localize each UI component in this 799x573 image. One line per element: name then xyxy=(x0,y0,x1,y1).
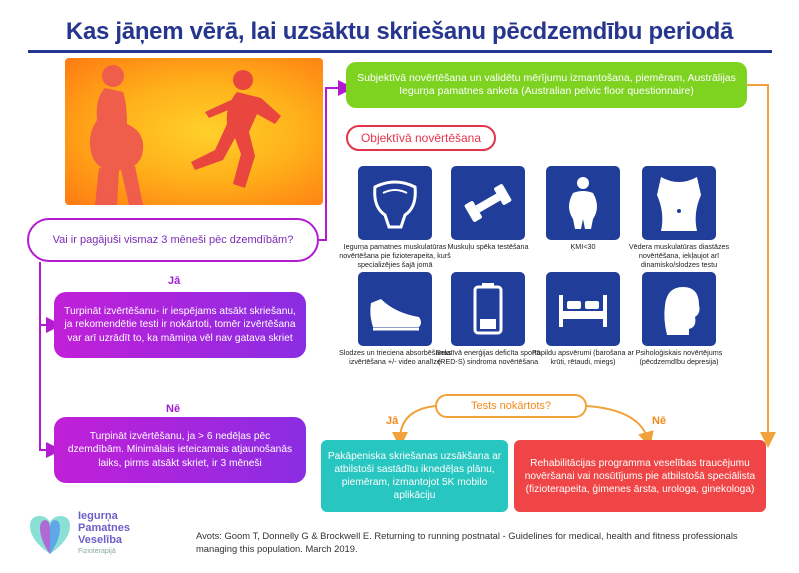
tile-caption-diastasis: Vēdera muskulatūras diastāzes novērtēšana, iekļaujot arī dinamisko/slodzes testu xyxy=(628,242,730,269)
logo-line-3: Veselība xyxy=(78,534,123,546)
tests-yes-label: Jā xyxy=(386,415,399,427)
bed-icon xyxy=(546,272,620,346)
page-title: Kas jāņem vērā, lai uzsāktu skriešanu pēcdzemdību periodā xyxy=(65,18,734,45)
connector-left-vertical xyxy=(40,262,54,450)
body-weight-icon xyxy=(546,166,620,240)
abdomen-icon xyxy=(642,166,716,240)
pelvis-icon xyxy=(358,166,432,240)
battery-icon xyxy=(451,272,525,346)
tests-no-label: Nē xyxy=(652,415,667,427)
tile-caption-psychological: Psiholoģiskais novērtējums (pēcdzemdību depresija) xyxy=(635,348,723,366)
tile-caption-load-impact: Slodzes un trieciena absorbēšanas izvērtēšana +/- video analīze xyxy=(339,348,451,366)
left-no-label: Nē xyxy=(166,403,181,415)
running-shoe-icon xyxy=(358,272,432,346)
dumbbell-icon xyxy=(451,166,525,240)
tests-passed-question: Tests nokārtots? xyxy=(435,394,587,418)
connector-tests-yes xyxy=(400,406,435,440)
postpartum-3-months-question: Vai ir pagājuši vismaz 3 mēneši pēc dzemdībām? xyxy=(27,218,319,262)
logo-line-1: Iegurņa xyxy=(78,510,118,522)
hero-illustration xyxy=(65,58,323,205)
gradual-running-box: Pakāpeniska skriešanas uzsākšana ar atbilstoši sastādītu iknedēļas plānu, piemēram, izmantojot 5K mobilo aplikāciju xyxy=(321,440,508,512)
objective-assessment-label: Objektīvā novērtēšana xyxy=(346,125,496,151)
left-yes-box: Turpināt izvērtēšanu- ir iespējams atsākt skriešanu, ja rekomendētie testi ir nokārtoti, tomēr izvērtēšana var arī uzrādīt to, ka māmiņa vēl nav gatava skriet xyxy=(54,292,306,358)
connector-right-loop xyxy=(747,85,768,440)
head-profile-icon xyxy=(642,272,716,346)
logo xyxy=(26,506,176,566)
logo-line-2: Pamatnes xyxy=(78,522,130,534)
subjective-assessment-box: Subjektīvā novērtēšana un validētu mērījumu izmantošana, piemēram, Austrālijas Iegurņa pamatnes anketa (Australian pelvic floor questionnaire) xyxy=(346,62,747,108)
tile-caption-red-s: Relatīvā enerģijas deficīta sportā (RED-S) sindroma novērtēšana xyxy=(435,348,541,366)
tile-caption-bmi: ĶMI<30 xyxy=(570,242,596,251)
tile-caption-muscle-strength: Muskuļu spēka testēšana xyxy=(447,242,529,251)
pregnant-runner-silhouettes-icon xyxy=(65,58,323,205)
connector-tests-no xyxy=(587,406,648,440)
tile-caption-pelvic-floor: Iegurņa pamatnes muskulatūras novērtēšana pie fizioterapeita, kurš specializējies šajā jomā xyxy=(339,242,451,269)
heart-logo-icon xyxy=(26,510,74,558)
left-no-box: Turpināt izvērtēšanu, ja > 6 nedēļas pēc dzemdībām. Minimālais ieteicamais atjaunošanās laiks, pirms atsākt skriet, ir 3 mēneši xyxy=(54,417,306,483)
source-citation: Avots: Goom T, Donnelly G & Brockwell E. Returning to running postnatal - Guidelines for medical, health and fitness professionals managing this population. March 2019. xyxy=(196,530,738,554)
logo-subtitle: Fizioterapijā xyxy=(78,548,116,555)
connector-to-subjective xyxy=(319,88,346,240)
left-yes-label: Jā xyxy=(168,275,181,287)
tile-caption-additional: Papildu apsvērumi (barošana ar krūti, rētaudi, miegs) xyxy=(532,348,634,366)
rehabilitation-box: Rehabilitācijas programma veselības traucējumu novēršanai vai nosūtījums pie atbilstošā speciālista (fizioterapeita, ģimenes ārsta, urologa, ginekologa) xyxy=(514,440,766,512)
